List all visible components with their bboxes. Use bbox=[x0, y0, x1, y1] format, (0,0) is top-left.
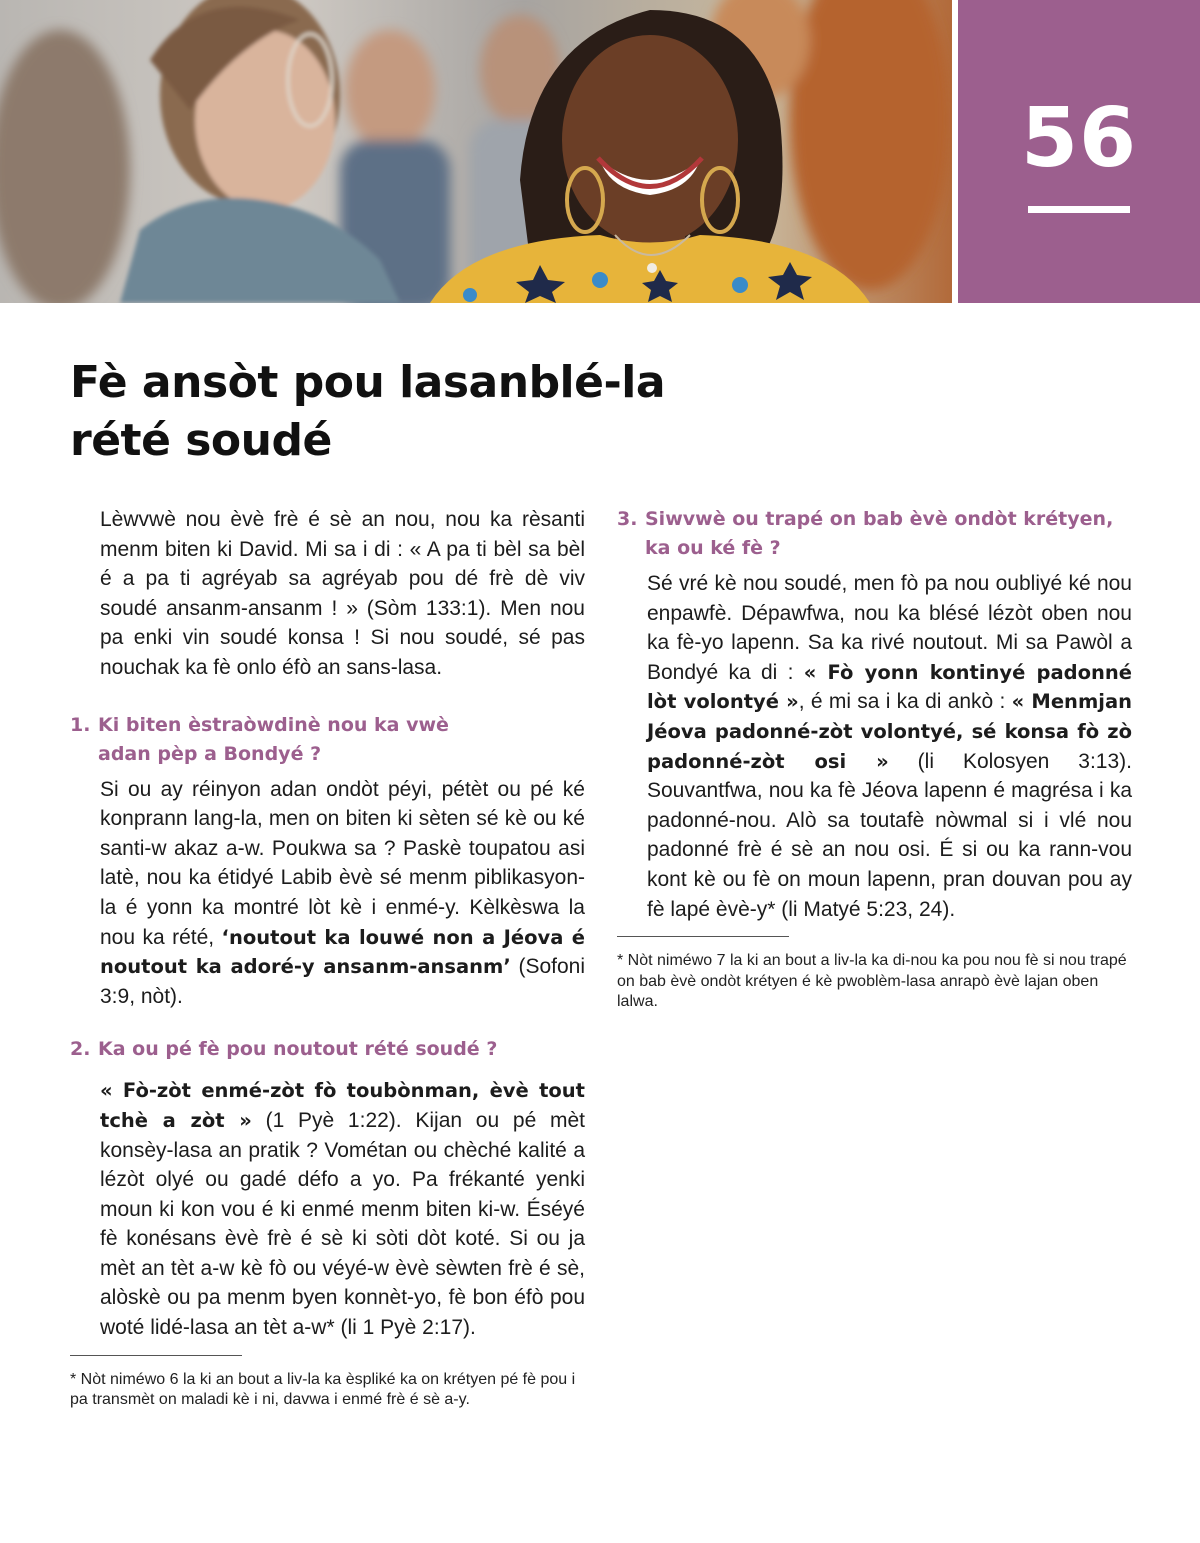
section1-paragraph bbox=[70, 775, 585, 1012]
section1-text-b: (Sofoni 3:9, nòt). bbox=[100, 955, 585, 1008]
section2-footnote: * Nòt niméwo 6 la ki an bout a liv-la ka èspliké ka on krétyen pé fè pou i pa transmèt on maladi kè i ni, davwa i enmé frè é sè a-y. bbox=[70, 1370, 576, 1409]
section3-text-bold2: « Menmjan Jéova padonné-zòt volontyé, sé konsa fò zò padonné-zòt osi » bbox=[647, 690, 1132, 773]
section2-heading bbox=[70, 1035, 585, 1064]
section3-heading bbox=[617, 505, 1132, 563]
right-column bbox=[617, 505, 1132, 1013]
section3-text-c: (li Kolosyen 3:13). Souvantfwa, nou ka fè Jéova lapenn é magrésa i ka padonné-nou. Alò sa toutafè nòwmal si i vlé nou padonné frè é sè an nou osi. É si ou ka rann-vou kont kè ou fè on moun lapenn, pran douvan pou ay fè lapé èvè-y* (li Matyé 5:23, 24). bbox=[647, 749, 1132, 921]
page-title-line1: Fè ansòt pou lasanblé-la bbox=[70, 357, 666, 408]
page-title bbox=[70, 354, 770, 470]
section2-text-bold: « Fò-zòt enmé-zòt fò toubònman, èvè tout tchè a zòt » bbox=[100, 1079, 585, 1132]
section3-text-a: Sé vré kè nou soudé, men fò pa nou oubliyé ké nou enpawfè. Dépawfwa, nou ka blésé lézòt oben nou ka fè-yo lapenn. Sa ka rivé noutout. Mi sa Pawòl a Bondyé ka di : bbox=[647, 572, 1132, 684]
page-title-line2: rété soudé bbox=[70, 415, 332, 466]
section3-heading-line1: Siwvwè ou trapé on bab èvè ondòt krétyen, bbox=[645, 508, 1114, 530]
left-column bbox=[70, 505, 585, 1411]
section3-paragraph bbox=[617, 569, 1132, 924]
section1-number: 1. bbox=[70, 713, 91, 736]
section3-footnote: * Nòt niméwo 7 la ki an bout a liv-la ka di-nou ka pou nou fè si nou trapé on bab èvè ondòt krétyen é kè pwoblèm-lasa anrapò èvè lajan oben lalwa. bbox=[617, 952, 1127, 1011]
section1-heading-line2: adan pèp a Bondyé ? bbox=[98, 742, 322, 765]
section1-text-bold: ‘noutout ka louwé non a Jéova é noutout ka adoré-y ansanm-ansanm’ bbox=[100, 925, 585, 979]
section3-heading-line2: ka ou ké fè ? bbox=[645, 537, 781, 559]
section1-heading-line1: Ki biten èstraòwdinè nou ka vwè bbox=[98, 713, 449, 736]
section2-number: 2. bbox=[70, 1038, 91, 1061]
section3-number: 3. bbox=[617, 508, 638, 530]
section2-text-a: (1 Pyè 1:22). Kijan ou pé mèt konsèy-lasa an pratik ? Vométan ou chèché kalité a lézòt olyé ou gadé défo a yo. Pa frékanté yenki moun ki kon vou é ki enmé menm biten ki-w. Éséyé fè konésans èvè frè é sè ki sòti dòt koté. Si ou ja mèt an tèt a-w kè fò ou véyé-w èvè sèwten frè é sè, alòskè ou pa menm byen konnèt-yo, fè bon éfò pou woté lidé-lasa an tèt a-w* (li 1 Pyè 2:17). bbox=[100, 1108, 585, 1340]
lesson-number-underline bbox=[1028, 206, 1130, 213]
lesson-number-box bbox=[958, 0, 1200, 303]
section3-text-b: , é mi sa i ka di ankò : bbox=[798, 690, 1012, 714]
section3-text-bold1: « Fò yonn kontinyé padonné lòt volontyé » bbox=[647, 660, 1133, 714]
section1-heading bbox=[70, 711, 585, 769]
section1-text-a: Si ou ay réinyon adan ondòt péyi, pétèt ou pé ké konprann lang-la, men on biten ki sèten sé kè ou ké santi-w akaz a-w. Poukwa sa ? Paskè toupatou asi latè, nou ka étidyé Labib èvè sé menm piblikasyon-la é yonn ka montré lòt kè i enmé-y. Kèlkèswa la nou ka rété, bbox=[100, 777, 585, 949]
section2-paragraph bbox=[70, 1076, 585, 1342]
section2-heading-text: Ka ou pé fè pou noutout rété soudé ? bbox=[98, 1038, 498, 1061]
intro-paragraph: Lèwvwè nou èvè frè é sè an nou, nou ka rèsanti menm biten ki David. Mi sa i di : « A pa ti bèl sa bèl é a pa ti agréyab sa agréyab pou dé frè dè viv soudé ansanm-ansanm ! » (Sòm 133:1). Men nou pa enki vin soudé konsa ! Si nou soudé, sé pas nouchak ka fè onlo éfò an sans-lasa. bbox=[100, 508, 585, 679]
header-photo bbox=[0, 0, 952, 303]
lesson-number: 56 bbox=[1020, 91, 1138, 186]
